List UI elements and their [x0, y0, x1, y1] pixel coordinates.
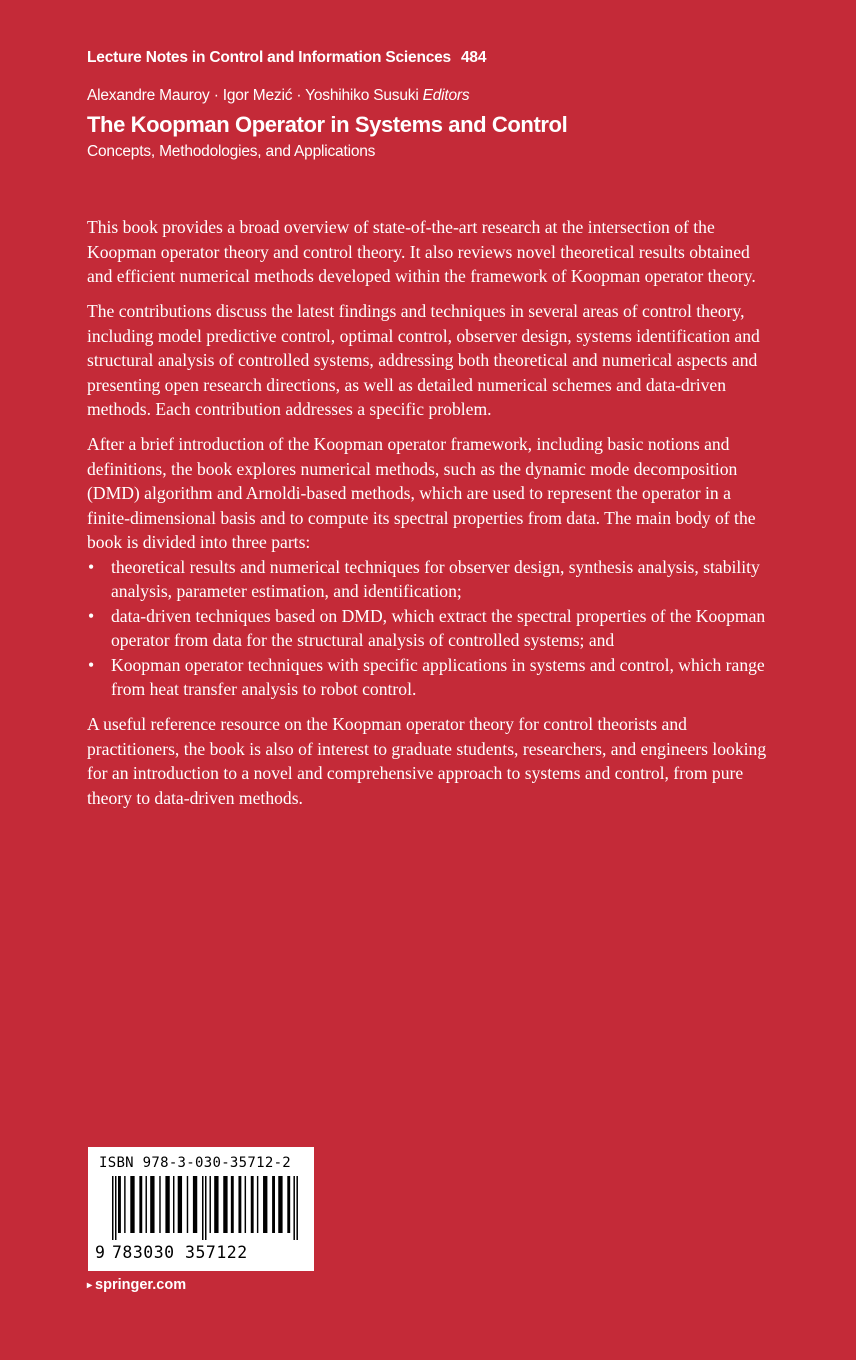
description-paragraph-1: This book provides a broad overview of state-of-the-art research at the intersection of the Koopman operator theory and control theory. It also reviews novel theoretical results obtained and efficient numerical methods developed within the framework of Koopman operator theory.	[87, 217, 756, 286]
list-item: • data-driven techniques based on DMD, which extract the spectral properties of the Koopman operator from data for the structural analysis of controlled systems; and	[88, 605, 766, 650]
barcode-bars	[112, 1176, 300, 1240]
isbn-label: ISBN 978-3-030-35712-2	[99, 1155, 292, 1171]
book-title: The Koopman Operator in Systems and Control	[87, 112, 568, 137]
book-subtitle: Concepts, Methodologies, and Applications	[87, 143, 376, 160]
publisher-link[interactable]	[87, 1277, 186, 1293]
description-paragraph-4: A useful reference resource on the Koopman operator theory for control theorists and practitioners, the book is also of interest to graduate students, researchers, and engineers looking for an introduction to a novel and comprehensive approach to systems and control, from pure theory to data-driven methods.	[87, 714, 767, 808]
bullet-icon: •	[88, 556, 95, 577]
isbn-barcode	[88, 1147, 314, 1271]
series-name: Lecture Notes in Control and Information Sciences	[87, 49, 451, 66]
series-line	[87, 46, 787, 70]
barcode-digits: 9 783030 357122	[95, 1243, 248, 1262]
editors-role: Editors	[422, 87, 470, 104]
book-description	[87, 215, 772, 821]
list-item: • theoretical results and numerical techniques for observer design, synthesis analysis, stability analysis, parameter estimation, and identification;	[88, 556, 760, 601]
bullet-icon: •	[88, 605, 95, 626]
bullet-icon: •	[88, 654, 95, 675]
editor-names: Alexandre Mauroy · Igor Mezić · Yoshihiko Susuki	[87, 87, 419, 104]
list-item: • Koopman operator techniques with specific applications in systems and control, which range from heat transfer analysis to robot control.	[88, 654, 765, 699]
description-paragraph-2: The contributions discuss the latest findings and techniques in several areas of control theory, including model predictive control, optimal control, observer design, systems identification and structural analysis of controlled systems, addressing both theoretical and numerical aspects and presenting open research directions, as well as detailed numerical schemes and data-driven methods. Each contribution addresses a specific problem.	[87, 301, 760, 419]
cover-header	[87, 46, 787, 163]
publisher-url: springer.com	[95, 1277, 187, 1293]
editors-line	[87, 86, 787, 106]
series-number: 484	[460, 49, 487, 66]
arrow-icon: ▸	[87, 1280, 93, 1291]
description-paragraph-3: After a brief introduction of the Koopman operator framework, including basic notions and definitions, the book explores numerical methods, such as the dynamic mode decomposition (DMD) algorithm and Arnoldi-based methods, which are used to represent the operator in a finite-dimensional basis and to compute its spectral properties from data. The main body of the book is divided into three parts:	[87, 434, 756, 552]
parts-list	[87, 555, 772, 702]
